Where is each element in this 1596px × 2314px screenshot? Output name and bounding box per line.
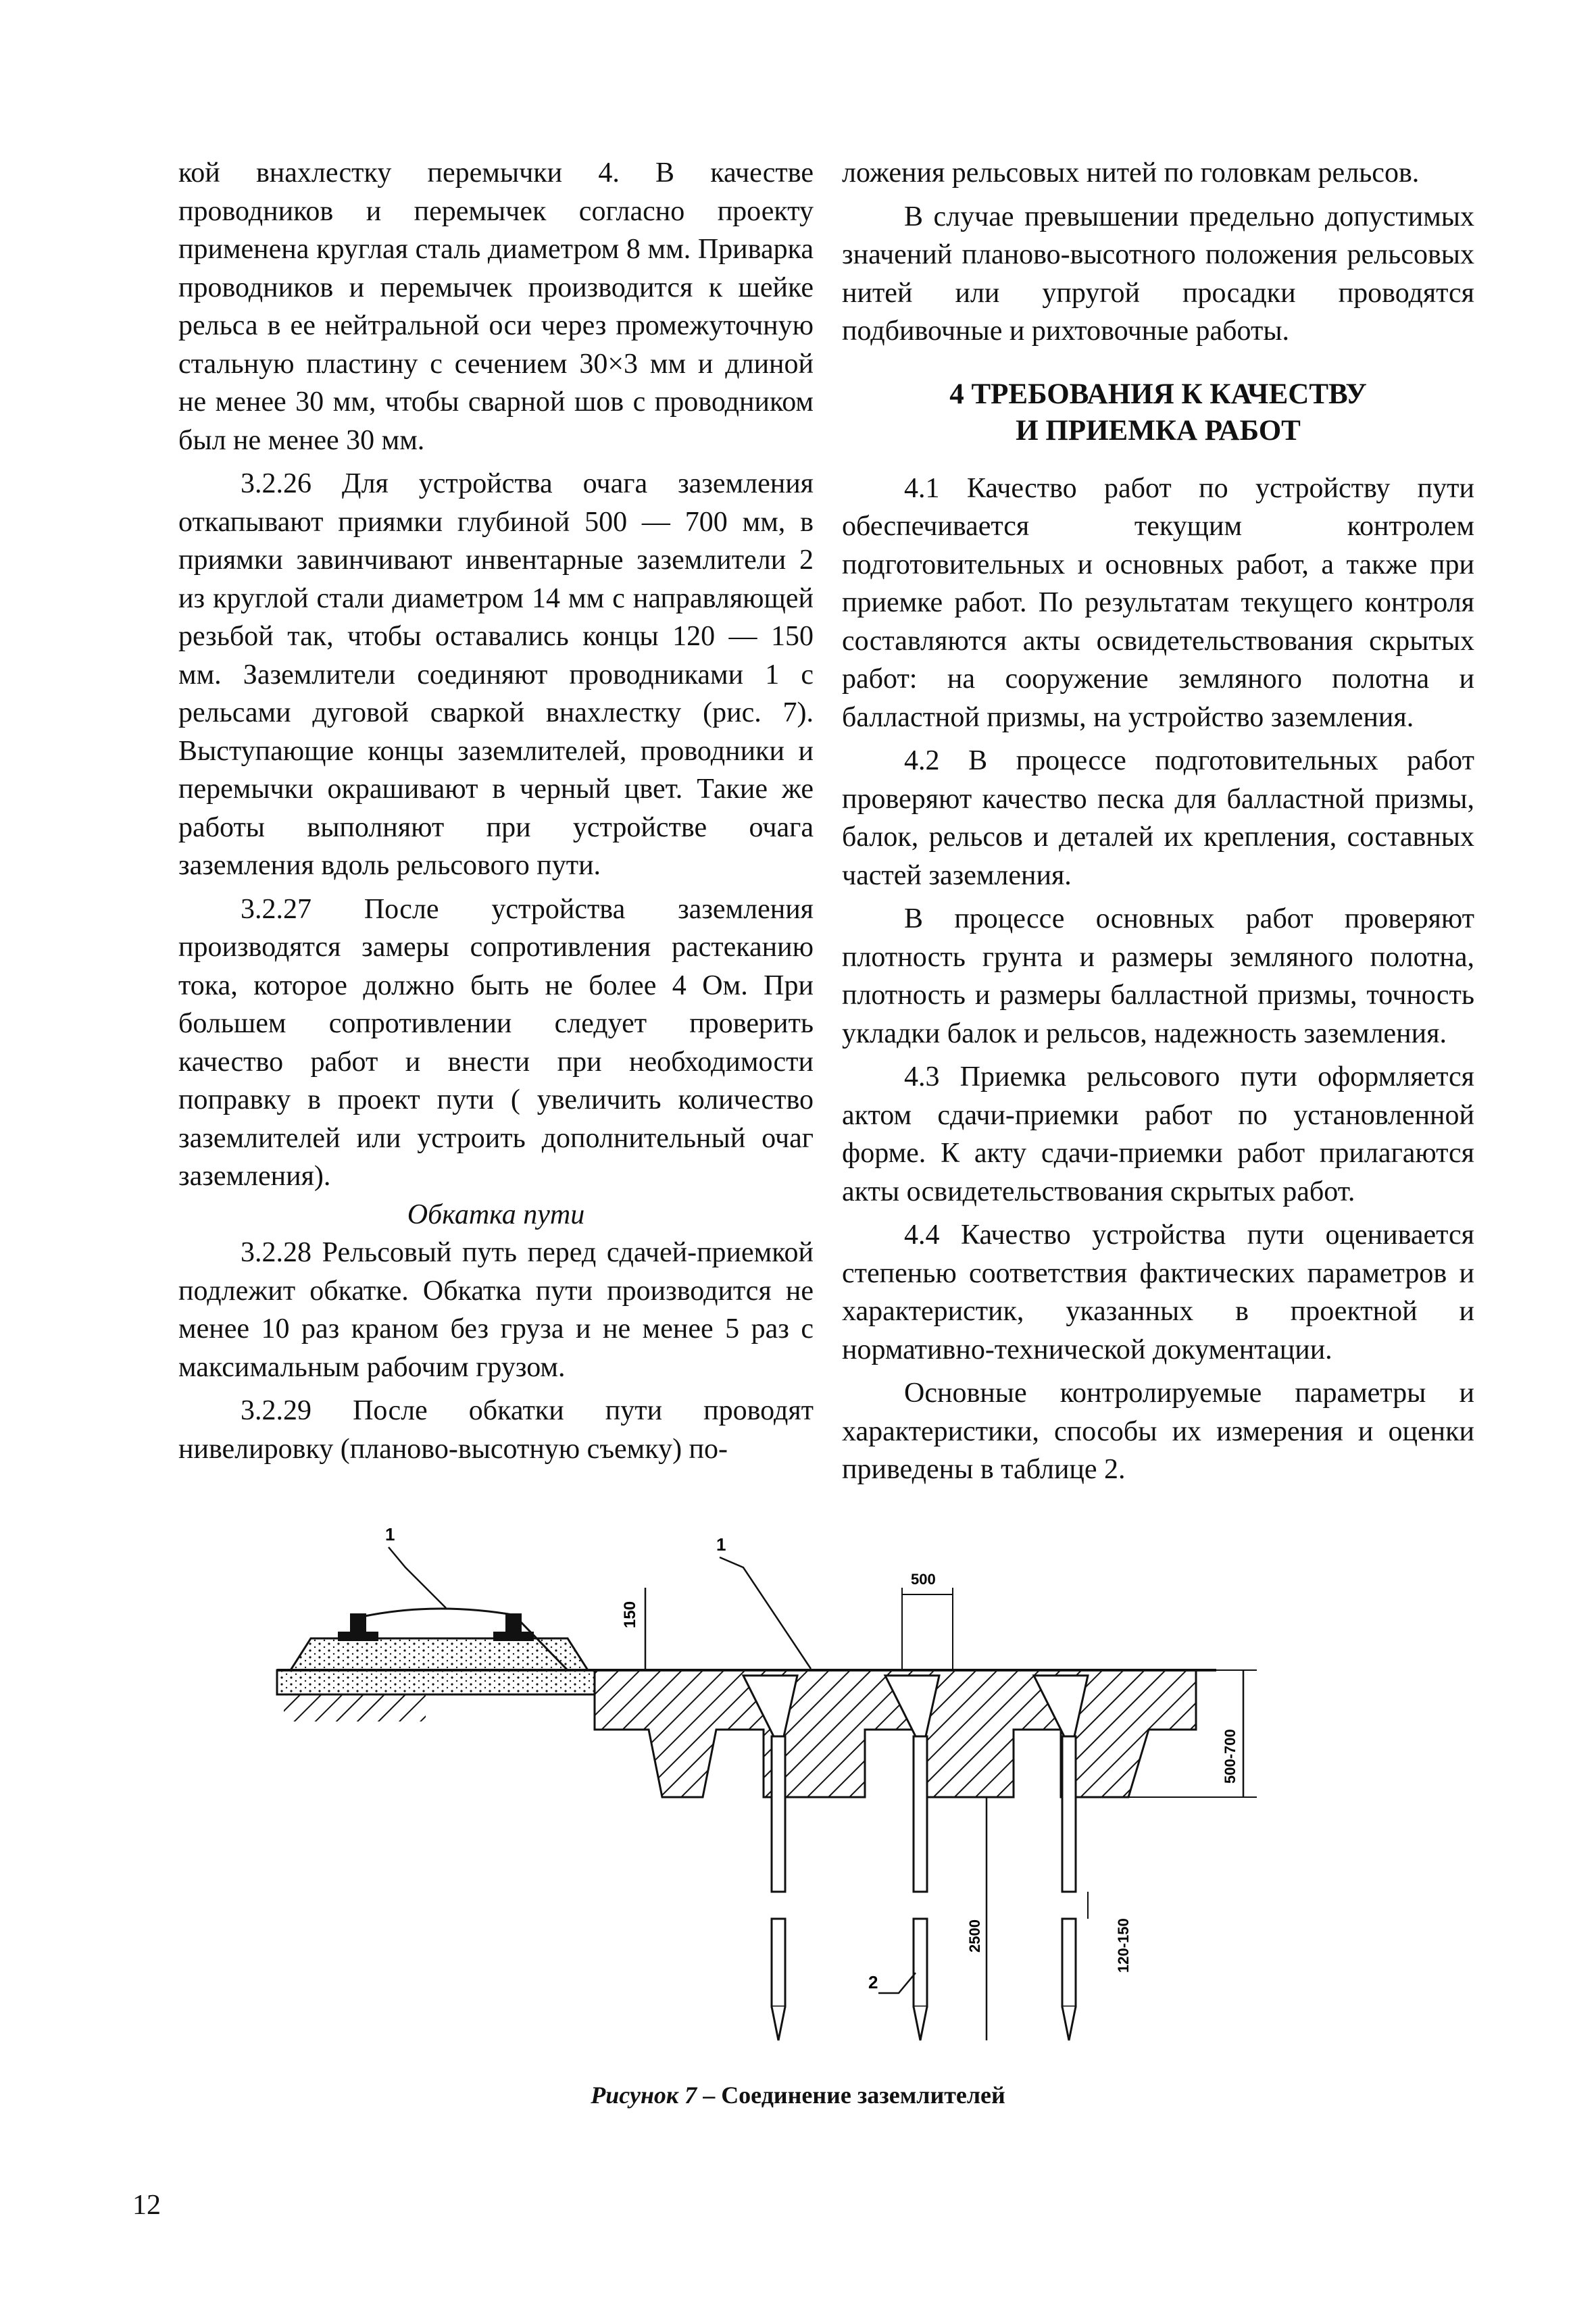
figure-caption xyxy=(0,2081,1596,2109)
paragraph-3-2-27: 3.2.27 После устройства заземления производятся замеры сопротивления растеканию тока, которое должно быть не более 4 Ом. При большем сопротивлении следует проверить качество работ и внести при необходимости поправку в проект пути ( увеличить количество заземлителей или устроить дополнительный очаг заземления). xyxy=(178,893,814,1192)
rail-head xyxy=(350,1613,366,1632)
caption-dash: – xyxy=(697,2082,722,2109)
paragraph-3-2-29: 3.2.29 После обкатки пути проводят нивелировку (планово-высотную съемку) по- xyxy=(178,1395,814,1465)
section-title-line-1: 4 ТРЕБОВАНИЯ К КАЧЕСТВУ xyxy=(949,378,1367,410)
rail-base xyxy=(338,1632,378,1641)
paragraph: В случае превышении предельно допустимых значений планово-высотного положения рельсовых нитей или упругой просадки проводятся подбивочные и рихтовочные работы. xyxy=(842,201,1474,347)
section-title xyxy=(842,376,1474,449)
paragraph-3-2-26: 3.2.26 Для устройства очага заземления откапывают приямки глубиной 500 — 700 мм, в приямки завинчивают инвентарные заземлители 2 из круглой стали диаметром 14 мм с направляющей резьбой так, чтобы оставались концы 120 — 150 мм. Заземлители соединяют проводниками 1 с рельсами дуговой сваркой внахлестку (рис. 7). Выступающие концы заземлителей, проводники и перемычки окрашивают в черный цвет. Такие же работы выполняют при устройстве очага заземления вдоль рельсового пути. xyxy=(178,468,814,881)
paragraph-4-1: 4.1 Качество работ по устройству пути обеспечивается текущим контролем подготовительных и основных работ, а также при приемке работ. По результатам текущего контроля составляются акты освидетельствования скрытых работ: на сооружение земляного полотна и балластной призмы, на устройство заземления. xyxy=(842,472,1474,733)
page-number: 12 xyxy=(132,2190,161,2221)
caption-label: Рисунок 7 xyxy=(591,2082,697,2109)
right-column xyxy=(842,154,1474,1489)
label-2: 2 xyxy=(868,1972,878,1992)
paragraph-4-2: 4.2 В процессе подготовительных работ проверяют качество песка для балластной призмы, балок, рельсов и деталей их крепления, составных частей заземления. xyxy=(842,745,1474,891)
section-title-line-2: И ПРИЕМКА РАБОТ xyxy=(1016,414,1301,447)
dim-500-700: 500-700 xyxy=(1222,1729,1239,1784)
leader-2 xyxy=(878,1973,916,1993)
dim-2500: 2500 xyxy=(966,1919,983,1953)
rail-base xyxy=(493,1632,534,1641)
paragraph-4-4: 4.4 Качество устройства пути оценивается степенью соответствия фактических параметров и характеристик, указанных в проектной и нормативно-технической документации. xyxy=(842,1219,1474,1365)
subheading-obkatka: Обкатка пути xyxy=(407,1199,585,1230)
jumper-conductor xyxy=(365,1609,520,1616)
ballast-prism xyxy=(277,1638,595,1694)
earthing-rod-3 xyxy=(1062,1736,1076,2040)
dim-500: 500 xyxy=(911,1571,936,1588)
paragraph: В процессе основных работ проверяют плотность грунта и размеры земляного полотна, плотность и размеры балластной призмы, точность укладки балок и рельсов, надежность заземления. xyxy=(842,903,1474,1049)
leader-1-middle xyxy=(720,1557,811,1669)
left-column xyxy=(178,154,814,1468)
label-1-left: 1 xyxy=(385,1524,395,1544)
paragraph-4-3: 4.3 Приемка рельсового пути оформляется актом сдачи-приемки работ по установленной форме. К акту сдачи-приемки работ прилагаются акты освидетельствования скрытых работ. xyxy=(842,1061,1474,1207)
caption-text: Соединение заземлителей xyxy=(721,2082,1005,2109)
grounding-figure xyxy=(270,1513,1324,2067)
paragraph: ложения рельсовых нитей по головкам рельсов. xyxy=(842,157,1420,188)
paragraph: кой внахлестку перемычки 4. В качестве проводников и перемычек согласно проекту применена круглая сталь диаметром 8 мм. Приварка проводников и перемычек производится к шейке рельса в ее нейтральной оси через промежуточную стальную пластину с сечением 30×3 мм и длиной не менее 30 мм, чтобы сварной шов с проводником был не менее 30 мм. xyxy=(178,157,814,456)
earthing-rod-1 xyxy=(772,1736,785,2040)
dim-120-150: 120-150 xyxy=(1115,1918,1132,1973)
paragraph-3-2-28: 3.2.28 Рельсовый путь перед сдачей-приемкой подлежит обкатке. Обкатка пути производится не менее 10 раз краном без груза и не менее 5 раз с максимальным рабочим грузом. xyxy=(178,1237,814,1383)
label-1-middle: 1 xyxy=(716,1534,726,1555)
soil-hatch xyxy=(284,1694,426,1721)
dim-150: 150 xyxy=(621,1601,639,1628)
grounding-diagram xyxy=(270,1513,1324,2067)
earthing-rod-2 xyxy=(914,1736,927,2040)
paragraph: Основные контролируемые параметры и характеристики, способы их измерения и оценки приведены в таблице 2. xyxy=(842,1378,1474,1485)
leader-1-left xyxy=(389,1547,446,1608)
